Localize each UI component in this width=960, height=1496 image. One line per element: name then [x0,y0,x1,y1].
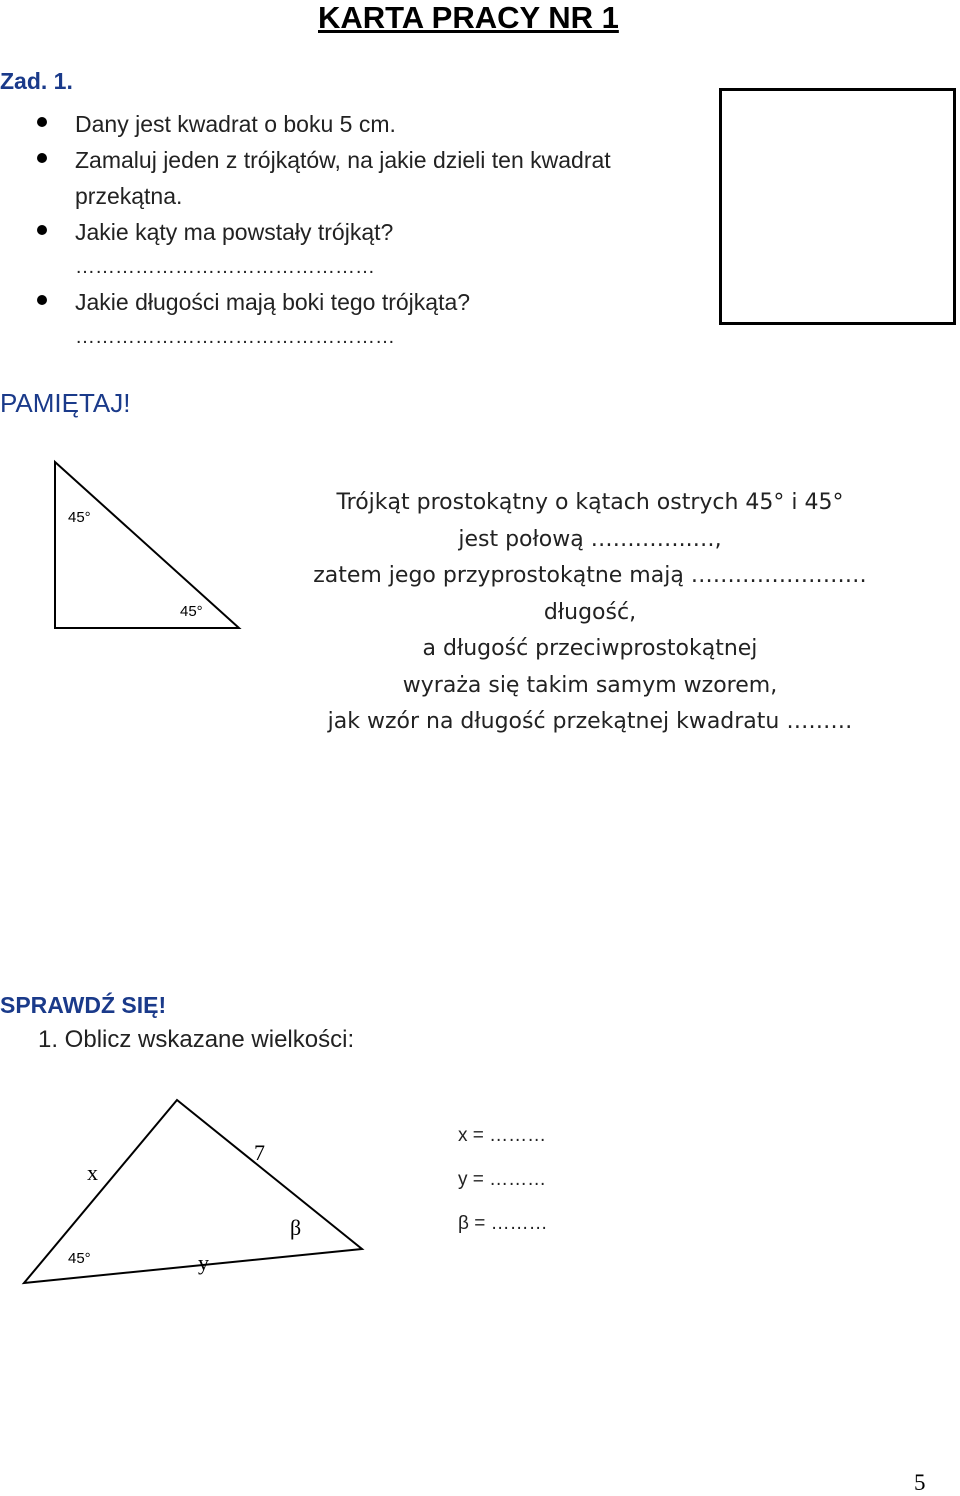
angle-label-beta: β [290,1215,302,1240]
check-yourself-label: SPRAWDŹ SIĘ! [0,992,167,1018]
side-label-x: x [87,1160,98,1185]
angle-label-bottom: 45° [180,603,203,620]
bullet-text: Jakie kąty ma powstały trójkąt? [75,219,394,245]
rule-line: a długość przeciwprostokątnej [422,636,758,661]
bullet-item [0,284,720,320]
bullet-dot-icon [37,295,47,305]
rule-line: jak wzór na długość przekątnej kwadratu ……… [327,709,853,734]
side-label-7: 7 [254,1140,265,1165]
rule-line: zatem jego przyprostokątne mają …………………… [313,563,867,588]
triangle-shape [55,462,239,628]
task-bullet-list [0,106,720,354]
remember-label: PAMIĘTAJ! [0,388,131,418]
bullet-item [0,106,720,142]
exercise-instruction: 1. Oblicz wskazane wielkości: [38,1026,355,1053]
rule-line: jest połową …………..…, [458,526,722,552]
answer-beta[interactable]: β = ……… [458,1213,548,1234]
angle-label-45: 45° [68,1250,91,1267]
answer-y[interactable]: y = ……… [458,1169,547,1190]
page-title: KARTA PRACY NR 1 [318,0,619,35]
answer-line[interactable]: ………………………………………… [75,326,395,348]
bullet-text: Zamaluj jeden z trójkątów, na jakie dzieli ten kwadrat przekątna. [75,147,611,209]
bullet-text: Dany jest kwadrat o boku 5 cm. [75,111,396,137]
answer-x[interactable]: x = ……… [458,1125,547,1146]
exercise-triangle-diagram [0,1090,380,1300]
bullet-item [0,214,720,250]
rule-text-block [260,485,920,741]
rule-line: Trójkąt prostokątny o kątach ostrych 45° i 45° [336,490,844,515]
angle-label-top: 45° [68,509,91,526]
bullet-dot-icon [37,225,47,235]
task-label: Zad. 1. [0,68,73,94]
rule-line: wyraża się takim samym wzorem, [402,672,778,698]
bullet-dot-icon [37,117,47,127]
right-triangle-45-diagram [0,455,250,640]
side-label-y: y [198,1250,209,1275]
page-number: 5 [914,1470,926,1495]
bullet-item [0,142,720,214]
bullet-dot-icon [37,153,47,163]
rule-line: długość, [543,599,637,625]
square-drawing[interactable] [719,88,956,325]
bullet-text: Jakie długości mają boki tego trójkąta? [75,289,471,315]
answer-line[interactable]: ……………………………………… [75,256,375,278]
